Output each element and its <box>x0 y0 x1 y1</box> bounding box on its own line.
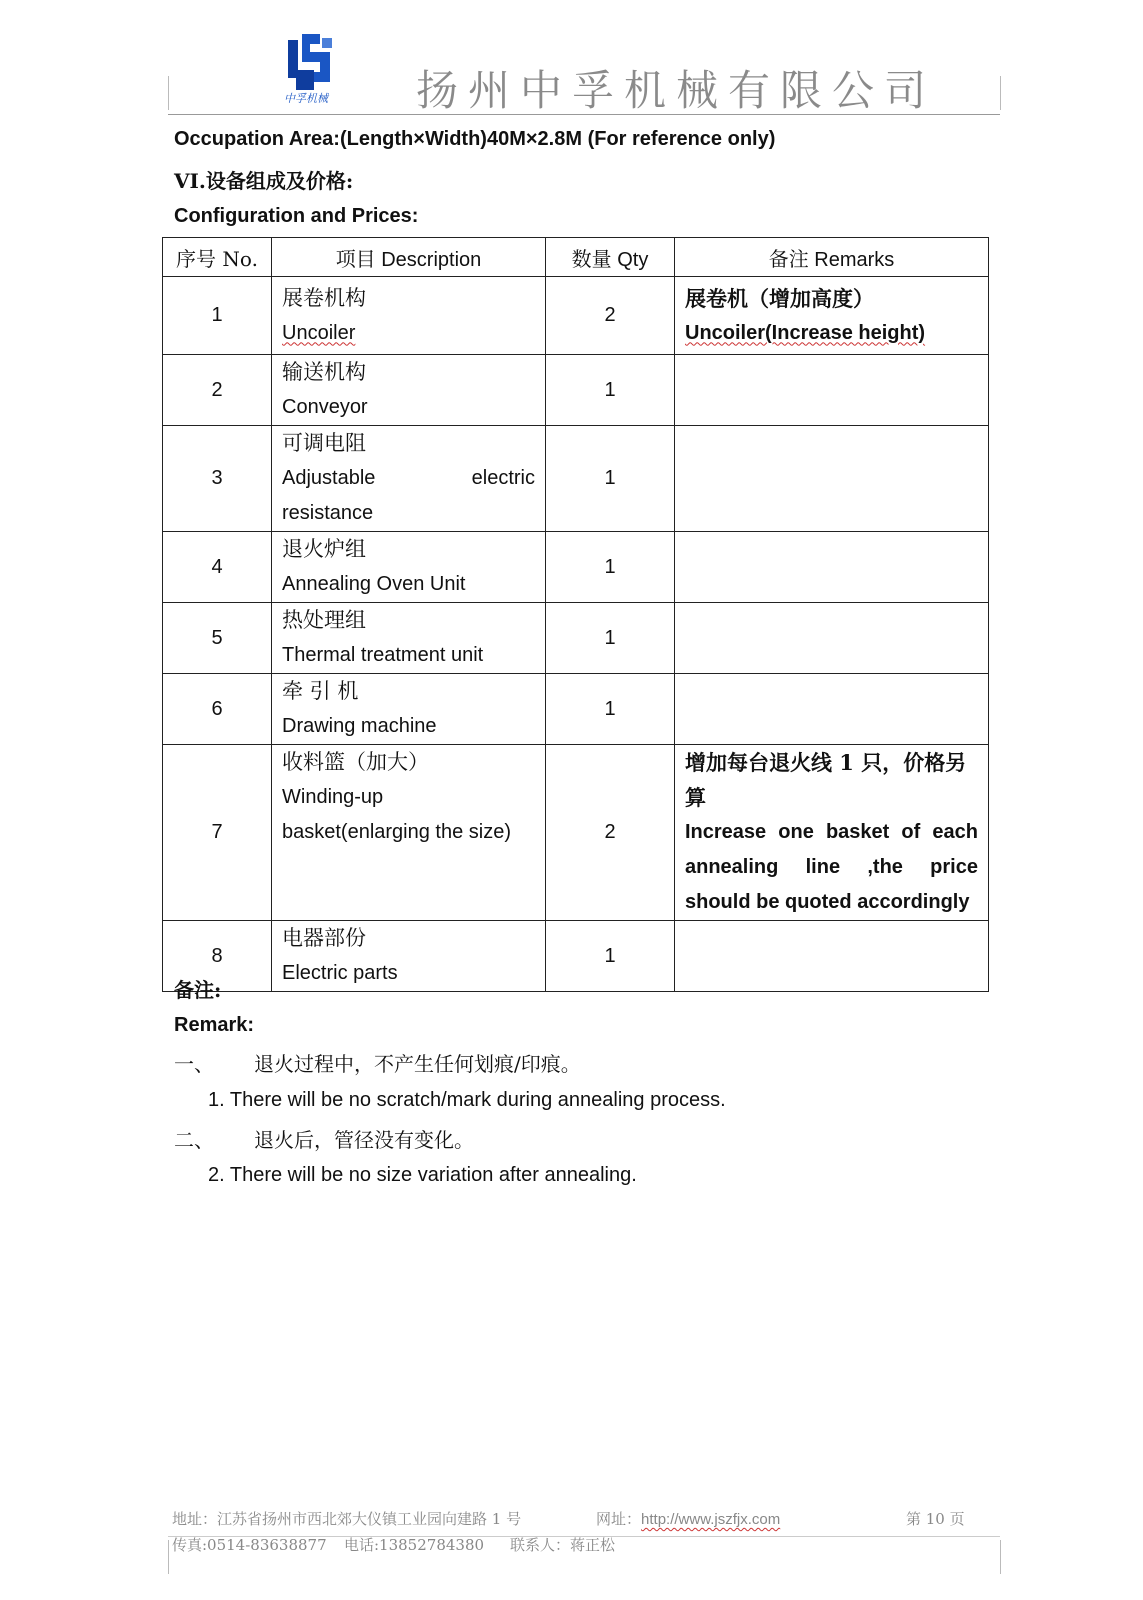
configuration-table <box>162 237 989 992</box>
cell-description: 电器部份 Electric parts <box>272 921 546 992</box>
cell-no: 3 <box>163 426 272 532</box>
remark-item-en: 2. There will be no size variation after annealing. <box>208 1164 637 1186</box>
header-qty: 数量 Qty <box>546 238 675 277</box>
remark-item-en: 1. There will be no scratch/mark during annealing process. <box>208 1089 726 1111</box>
remark-text-cn: 退火过程中，不产生任何划痕/印痕。 <box>254 1052 581 1076</box>
footer-address: 地址：江苏省扬州市西北郊大仪镇工业园向建路 1 号 <box>172 1510 522 1528</box>
remarks-title-cn: 备注: <box>174 978 222 1002</box>
cell-description: 展卷机构 Uncoiler <box>272 277 546 355</box>
cell-qty: 1 <box>546 603 675 674</box>
cell-no: 1 <box>163 277 272 355</box>
table-row <box>163 674 989 745</box>
table-row <box>163 277 989 355</box>
footer-contact: 联系人：蒋正松 <box>510 1536 616 1554</box>
cell-remarks <box>675 426 989 532</box>
remark-text-cn: 退火后，管径没有变化。 <box>254 1128 474 1152</box>
cell-description: 收料篮（加大） Winding-up basket(enlarging the size) <box>272 745 546 921</box>
cell-description: 可调电阻 Adjustable electric resistance <box>272 426 546 532</box>
cell-qty: 1 <box>546 921 675 992</box>
table-row <box>163 745 989 921</box>
footer-website-link[interactable]: http://www.jszfjx.com <box>641 1511 781 1528</box>
header-remarks: 备注 Remarks <box>675 238 989 277</box>
cell-no: 4 <box>163 532 272 603</box>
table-row <box>163 355 989 426</box>
footer-page-number: 第 10 页 <box>906 1510 965 1528</box>
occupation-area: Occupation Area:(Length×Width)40M×2.8M (For reference only) <box>174 128 776 150</box>
cell-remarks: 增加每台退火线 1 只，价格另 算 Increase one basket of each annealing line ,the price should be quoted accordingly <box>675 745 989 921</box>
cell-qty: 1 <box>546 674 675 745</box>
cell-qty: 2 <box>546 277 675 355</box>
table-row <box>163 603 989 674</box>
cell-remarks <box>675 603 989 674</box>
remark-item-cn <box>174 1124 474 1153</box>
crop-mark <box>168 76 169 110</box>
cell-qty: 2 <box>546 745 675 921</box>
table-row <box>163 532 989 603</box>
remarks-title-en: Remark: <box>174 1014 255 1036</box>
cell-no: 5 <box>163 603 272 674</box>
cell-qty: 1 <box>546 355 675 426</box>
footer-website-label: 网址： <box>596 1510 642 1528</box>
cell-description: 输送机构 Conveyor <box>272 355 546 426</box>
cell-remarks <box>675 921 989 992</box>
crop-mark <box>1000 1540 1001 1574</box>
section-title-en: Configuration and Prices: <box>174 205 419 227</box>
table-header-row <box>163 238 989 277</box>
company-name: 扬州中孚机械有限公司 <box>416 66 937 115</box>
footer-fax: 传真:0514-83638877 <box>172 1536 327 1554</box>
remark-item-cn <box>174 1048 581 1077</box>
table-row <box>163 921 989 992</box>
cell-qty: 1 <box>546 426 675 532</box>
cell-description: 牵 引 机 Drawing machine <box>272 674 546 745</box>
cell-description: 退火炉组 Annealing Oven Unit <box>272 532 546 603</box>
cell-no: 8 <box>163 921 272 992</box>
header-no: 序号 No. <box>163 238 272 277</box>
section-title-cn: VI.设备组成及价格: <box>174 169 354 193</box>
crop-mark <box>1000 76 1001 110</box>
crop-mark <box>168 1540 169 1574</box>
remark-marker: 一、 <box>174 1052 214 1076</box>
footer-website-row <box>596 1508 780 1529</box>
footer-phone: 电话:13852784380 <box>344 1536 485 1554</box>
remark-marker: 二、 <box>174 1128 214 1152</box>
cell-no: 7 <box>163 745 272 921</box>
cell-description: 热处理组 Thermal treatment unit <box>272 603 546 674</box>
cell-qty: 1 <box>546 532 675 603</box>
cell-remarks <box>675 355 989 426</box>
cell-remarks: 展卷机（增加高度） Uncoiler(Increase height) <box>675 277 989 355</box>
cell-remarks <box>675 674 989 745</box>
header-description: 项目 Description <box>272 238 546 277</box>
cell-no: 6 <box>163 674 272 745</box>
logo-text: 中孚机械 <box>284 92 328 105</box>
cell-no: 2 <box>163 355 272 426</box>
cell-remarks <box>675 532 989 603</box>
table-row <box>163 426 989 532</box>
